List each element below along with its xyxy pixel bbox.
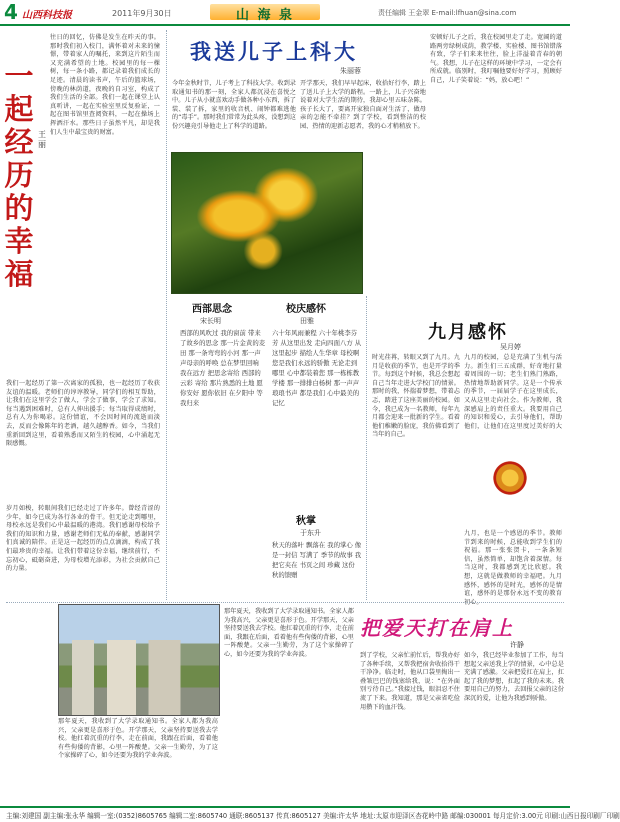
poem-right-body: 六十年风雨兼程 六十年桃李芬芳 从这里出发 走向四面八方 从这里起步 描绘人生华章 母校啊 您是我们永远的骄傲 无论走到哪里 心中都装着您 那一栋栋教学楼 那一排排白杨树 那一声声琅琅书声 都是我们 心中最美的记忆 [272, 329, 362, 407]
poem-autumn-body: 秋天的落叶 飘落在 我的掌心 像是一封信 写满了 季节的故事 我把它夹在 书页之间 珍藏 这份 秋的馈赠 [272, 541, 362, 579]
article2-title: 我送儿子上科大 [190, 39, 358, 64]
article2-column-3: 安顿好儿子之后，我在校园里走了走。宽阔的道路两旁绿树成荫，教学楼、实验楼、图书馆错落有致，学子们来来往往，脸上洋溢着青春的朝气。我想，儿子在这样的环境中学习，一定会有所成就。临别时，我叮嘱他要好好学习，照顾好自己，儿子笑着说：“妈，放心吧！” [430, 34, 562, 84]
editor-credits: 责任编辑 王金翠 E-mail:lfhuan@sina.com [378, 9, 517, 17]
article1-column-3: 岁月如梭，转眼间我们已经走过了许多年。曾经青涩的少年，如今已成为各行各业的骨干。但无论走到哪里，母校永远是我们心中最温暖的港湾。我们感谢母校给予我们的知识和力量，感谢老师们无私的奉献，感谢同学们真诚的陪伴。正是这一起经历的点点滴滴，构成了我们最珍贵的幸福。让我们带着这份幸福，继续前行，不忘初心，砥砺奋进，为母校增光添彩，为社会贡献自己的力量。 [6, 505, 160, 573]
article1-column-2: 我们一起经历了第一次离家的孤独，也一起经历了收获友谊的温暖。老师们的谆谆教导，同学们的相互帮助，让我们在这里学会了做人，学会了做事，学会了求知。每当遇到困难时，总有人伸出援手；每当取得成绩时，总有人为你喝彩。这份情谊，不会因时间的流逝而淡去，反而会像陈年的老酒，越久越醇香。如今，当我们重新回到这里，看着熟悉而又陌生的校园，心中涌起无限感慨。 [6, 380, 160, 448]
decorative-illustration [462, 430, 558, 526]
article1-column-1: 往日的回忆，仿佛是发生在昨天的事。那时我们初入校门，满怀着对未来的憧憬，带着家人的嘱托，来到这片陌生而又充满希望的土地。校园里的每一棵树，每一条小路，都记录着我们成长的足迹。清晨的读书声，午后的篮球场，傍晚的林荫道，夜晚的自习室，构成了我们生活的全部。我们一起在课堂上认真听讲，一起在实验室里反复验证，一起在图书馆里查阅资料，一起在操场上挥洒汗水。那些日子虽然平凡，却是我们人生中最宝贵的财富。 [50, 34, 160, 136]
article4-column-extra: 那年夏天，我收到了大学录取通知书。全家人都为我高兴，父亲更是喜形于色。开学那天，父亲坚持要送我去学校。他扛着沉重的行李，走在前面，我跟在后面，看着他有些佝偻的背影，心里一阵酸楚。父亲一生勤劳，为了这个家操碎了心，如今还要为我的学业奔波。 [58, 718, 218, 760]
article2-author: 朱丽蓉 [340, 67, 361, 75]
column-divider [166, 30, 167, 600]
section-divider [6, 602, 564, 603]
article2-column-2: 开学那天，我们早早起床，收拾好行李，踏上了送儿子上大学的路程。一路上，儿子兴奋地说着对大学生活的期待，我却心里五味杂陈。孩子长大了，要离开家独自面对生活了，做母亲的怎能不牵挂？到了学校，看到整洁的校园、热情的迎新志愿者，我的心才稍稍放下。 [300, 80, 426, 130]
article3-column-1: 时光荏苒，转眼又到了九月。九月是收获的季节，也是开学的季节。每到这个时候，我总会想起自己当年走进大学校门的情景。那时的我，怀揣着梦想，带着忐忑，踏进了这座美丽的校园。如今，我已成为一名教师，每年九月都会迎来一批新的学生。看着他们稚嫩的脸庞，我仿佛看到了当年的自己。 [372, 354, 460, 439]
flower-photo [171, 152, 363, 294]
campus-photo [58, 604, 220, 716]
article3-column-3: 九月，也是一个感恩的季节。教师节到来的时候，总能收到学生们的祝福。那一张张贺卡，一条条短信，虽然简单，却饱含着深情。每当这时，我都感到无比欣慰。我想，这就是做教师的幸福吧。九月感怀，感怀的是时光，感怀的是情谊，感怀的是那份永远不变的教育初心。 [464, 530, 562, 606]
article4-column-3: 如今，我已经毕业参加了工作，每当想起父亲送我上学的情景，心中总是充满了感激。父亲把爱扛在肩上，扛起了我的梦想，扛起了我的未来。我要用自己的努力，去回报父亲的这份深沉的爱，让他为我感到骄傲。 [464, 652, 564, 702]
poem-left-body: 西部的风吹过 我的窗前 带来了故乡的思念 那一片金黄的麦田 那一条弯弯的小河 那一声声母亲的呼唤 总在梦里回响 我在远方 把思念寄给 西部的云彩 寄给 那片熟悉的土地 愿你安好 愿你依旧 在夕阳中 等我归来 [180, 329, 266, 407]
poem-left-title: 西部思念 [192, 304, 232, 315]
footer-imprint: 主编:刘建国 副主编:张永华 编辑一室:(0352)8605765 编辑二室:8605740 通联:8605137 传真:8605127 美编:许太华 地址:太原市迎泽区杏花岭中路 邮编:030001 每月定价:3.00元 印刷:山西日报印刷厂印刷 [6, 812, 620, 820]
poem-right-title: 校庆感怀 [286, 304, 326, 315]
page-number: 4 [4, 0, 18, 24]
paper-name: 山西科技报 [22, 10, 72, 21]
poem-autumn-title: 秋掌 [296, 516, 316, 527]
article2-column-1: 今年金秋时节，儿子考上了科技大学。收到录取通知书的那一刻，全家人都沉浸在喜悦之中。儿子从小就喜欢动手做各种小东西，拆了装、装了拆，家里的收音机、闹钟都难逃他的“毒手”。那时我们常常为此头疼，没想到这份兴趣竟引导他走上了科学的道路。 [172, 80, 296, 130]
article4-title: 把爱天打在肩上 [360, 616, 514, 640]
column-divider [366, 296, 367, 600]
page-footer [0, 806, 620, 822]
article4-column-1: 那年夏天，我收到了大学录取通知书。全家人都为我高兴，父亲更是喜形于色。开学那天，父亲坚持要送我去学校。他扛着沉重的行李，走在前面，我跟在后面，看着他有些佝偻的背影，心里一阵酸楚。父亲一生勤劳，为了这个家操碎了心，如今还要为我的学业奔波。 [224, 608, 354, 658]
page-header [0, 0, 570, 26]
article3-author: 吴月婷 [500, 343, 521, 351]
poem-autumn-author: 于东升 [300, 529, 321, 537]
poem-right-author: 田雅 [300, 317, 314, 325]
article4-author: 许静 [510, 641, 524, 649]
article1-author: 王丽 [38, 130, 46, 149]
issue-date: 2011年9月30日 [112, 9, 172, 18]
article1-headline: 一起经历的幸福 [4, 59, 34, 291]
article3-title: 九月感怀 [428, 322, 508, 343]
section-title: 山 海 泉 [236, 8, 295, 23]
article4-column-2: 到了学校，父亲忙前忙后，帮我办好了各种手续，又帮我把宿舍收拾得干干净净。临走时，他从口袋里掏出一叠皱巴巴的钱塞给我，说：“在外面别亏待自己。”我接过钱，眼泪忍不住流了下来。我知道，那是父亲省吃俭用攒下的血汗钱。 [360, 652, 460, 711]
article3-column-2: 九月的校园，总是充满了生机与活力。新生们三五成群，好奇地打量着周围的一切；老生们熟门熟路，热情地帮助新同学。这是一个传承的季节，一届届学子在这里成长，又从这里走向社会。作为教师，我深感肩上的责任重大。我要用自己的知识和爱心，去引导他们，帮助他们，让他们在这里度过美好的大 [464, 354, 562, 430]
poem-left-author: 宋长明 [200, 317, 221, 325]
